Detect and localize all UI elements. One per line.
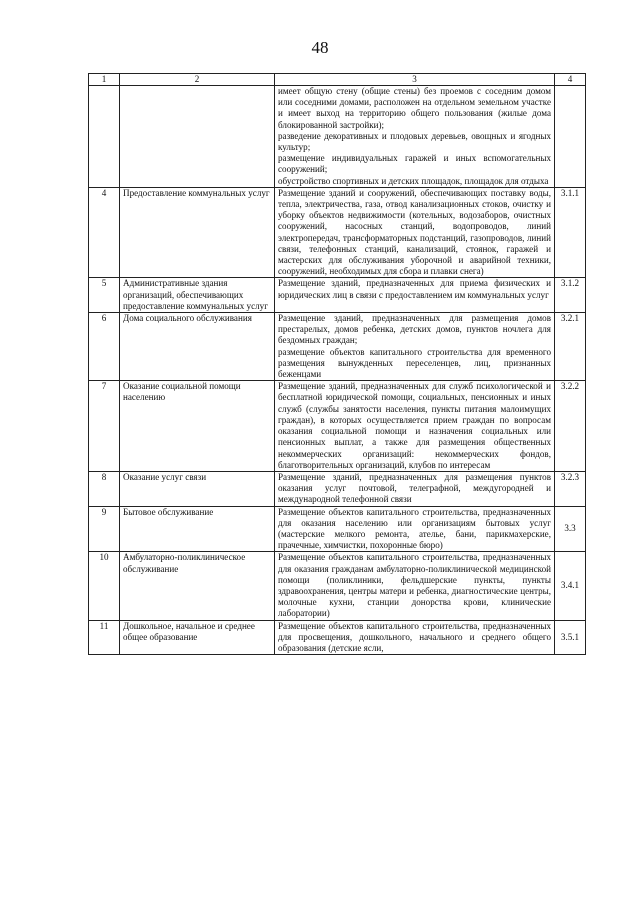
- header-col-4: 4: [555, 74, 586, 86]
- page-number: 48: [311, 38, 329, 57]
- row-number: 9: [89, 506, 120, 552]
- use-type-name: Дома социального обслуживания: [120, 313, 275, 381]
- table-row: [89, 278, 586, 313]
- row-number: 8: [89, 471, 120, 506]
- use-type-name: Предоставление коммунальных услуг: [120, 187, 275, 278]
- use-description: [275, 471, 555, 506]
- use-type-name: Оказание социальной помощи населению: [120, 381, 275, 472]
- use-type-name: Амбулаторно-поликлиническое обслуживание: [120, 552, 275, 620]
- classifier-code: 3.1.1: [555, 187, 586, 278]
- use-description: [275, 86, 555, 188]
- classifier-code: 3.2.1: [555, 313, 586, 381]
- table-row: [89, 187, 586, 278]
- classifier-code: 3.5.1: [555, 620, 586, 655]
- description-paragraph: Размещение зданий, предназначенных для служб психологической и бесплатной юридической помощи, социальных, пенсионных и иных служб (службы занятости населения, пункты питания малоимущих граждан), в которых осуществляется прием граждан по вопросам оказания социальной помощи и назначения социальных или пенсионных выплат, а также для размещения общественных некоммерческих организаций: некоммерческих фондов, благотворительных организаций, клубов по интересам: [278, 381, 551, 470]
- classifier-code: 3.1.2: [555, 278, 586, 313]
- description-paragraph: имеет общую стену (общие стены) без проемов с соседним домом или соседними домами, расположен на отдельном земельном участке и имеет выход на территорию общего пользования (жилые дома блокированной застройки);: [278, 86, 551, 130]
- table-row: [89, 506, 586, 552]
- table-row: [89, 471, 586, 506]
- table-header-row: [89, 74, 586, 86]
- row-number: 7: [89, 381, 120, 472]
- use-type-name: Дошкольное, начальное и среднее общее образование: [120, 620, 275, 655]
- use-description: [275, 278, 555, 313]
- use-description: [275, 381, 555, 472]
- description-paragraph: Размещение объектов капитального строительства, предназначенных для оказания населению или организациям бытовых услуг (мастерские мелкого ремонта, ателье, бани, парикмахерские, прачечные, химчистки, похоронные бюро): [278, 506, 551, 551]
- table-row: [89, 620, 586, 655]
- row-number: 4: [89, 187, 120, 278]
- description-paragraph: обустройство спортивных и детских площадок, площадок для отдыха: [278, 175, 549, 186]
- description-paragraph: Размещение объектов капитального строительства, предназначенных для просвещения, дошкольного, начального и среднего общего образования (детские ясли,: [278, 620, 551, 653]
- use-type-name: Оказание услуг связи: [120, 471, 275, 506]
- description-paragraph: Размещение зданий, предназначенных для размещения домов престарелых, домов ребенка, детских домов, пунктов ночлега для бездомных граждан;: [278, 313, 551, 346]
- use-description: [275, 313, 555, 381]
- row-number: 6: [89, 313, 120, 381]
- header-col-1: 1: [89, 74, 120, 86]
- description-paragraph: размещение объектов капитального строительства для временного размещения вынужденных переселенцев, лиц, признанных беженцами: [278, 346, 551, 380]
- description-paragraph: Размещение зданий, предназначенных для размещения пунктов оказания услуг почтовой, телеграфной, междугородней и международной телефонной связи: [278, 471, 551, 505]
- classifier-code: 3.2.2: [555, 381, 586, 472]
- row-number: 10: [89, 552, 120, 620]
- header-col-2: 2: [120, 74, 275, 86]
- land-use-table: [88, 73, 586, 655]
- classifier-code: 3.3: [555, 506, 586, 552]
- use-description: [275, 187, 555, 278]
- description-paragraph: Размещение зданий и сооружений, обеспечивающих поставку воды, тепла, электричества, газа, отвод канализационных стоков, очистку и уборку объектов недвижимости (котельных, водозаборов, очистных сооружений, насосных станций, водопроводов, линий электропередач, трансформаторных подстанций, газопроводов, линий связи, телефонных станций, канализаций, стоянок, гаражей и мастерских для обслуживания уборочной и аварийной техники, сооружений, необходимых для сбора и плавки снега): [278, 187, 551, 277]
- row-number: [89, 86, 120, 188]
- classifier-code: 3.2.3: [555, 471, 586, 506]
- use-description: [275, 552, 555, 620]
- use-type-name: [120, 86, 275, 188]
- header-col-3: 3: [275, 74, 555, 86]
- use-type-name: Административные здания организаций, обеспечивающих предоставление коммунальных услуг: [120, 278, 275, 313]
- description-paragraph: Размещение объектов капитального строительства, предназначенных для оказания гражданам амбулаторно-поликлинической медицинской помощи (поликлиники, фельдшерские пункты, пункты здравоохранения, центры матери и ребенка, диагностические центры, молочные кухни, станции донорства крови, клинические лаборатории): [278, 552, 551, 619]
- table-row: [89, 86, 586, 188]
- description-paragraph: разведение декоративных и плодовых деревьев, овощных и ягодных культур;: [278, 130, 551, 153]
- row-number: 11: [89, 620, 120, 655]
- use-type-name: Бытовое обслуживание: [120, 506, 275, 552]
- use-description: [275, 506, 555, 552]
- row-number: 5: [89, 278, 120, 313]
- table-row: [89, 381, 586, 472]
- use-description: [275, 620, 555, 655]
- table-row: [89, 313, 586, 381]
- classifier-code: [555, 86, 586, 188]
- description-paragraph: Размещение зданий, предназначенных для приема физических и юридических лиц в связи с предоставлением им коммунальных услуг: [278, 278, 551, 300]
- description-paragraph: размещение индивидуальных гаражей и иных вспомогательных сооружений;: [278, 153, 551, 175]
- classifier-code: 3.4.1: [555, 552, 586, 620]
- table-row: [89, 552, 586, 620]
